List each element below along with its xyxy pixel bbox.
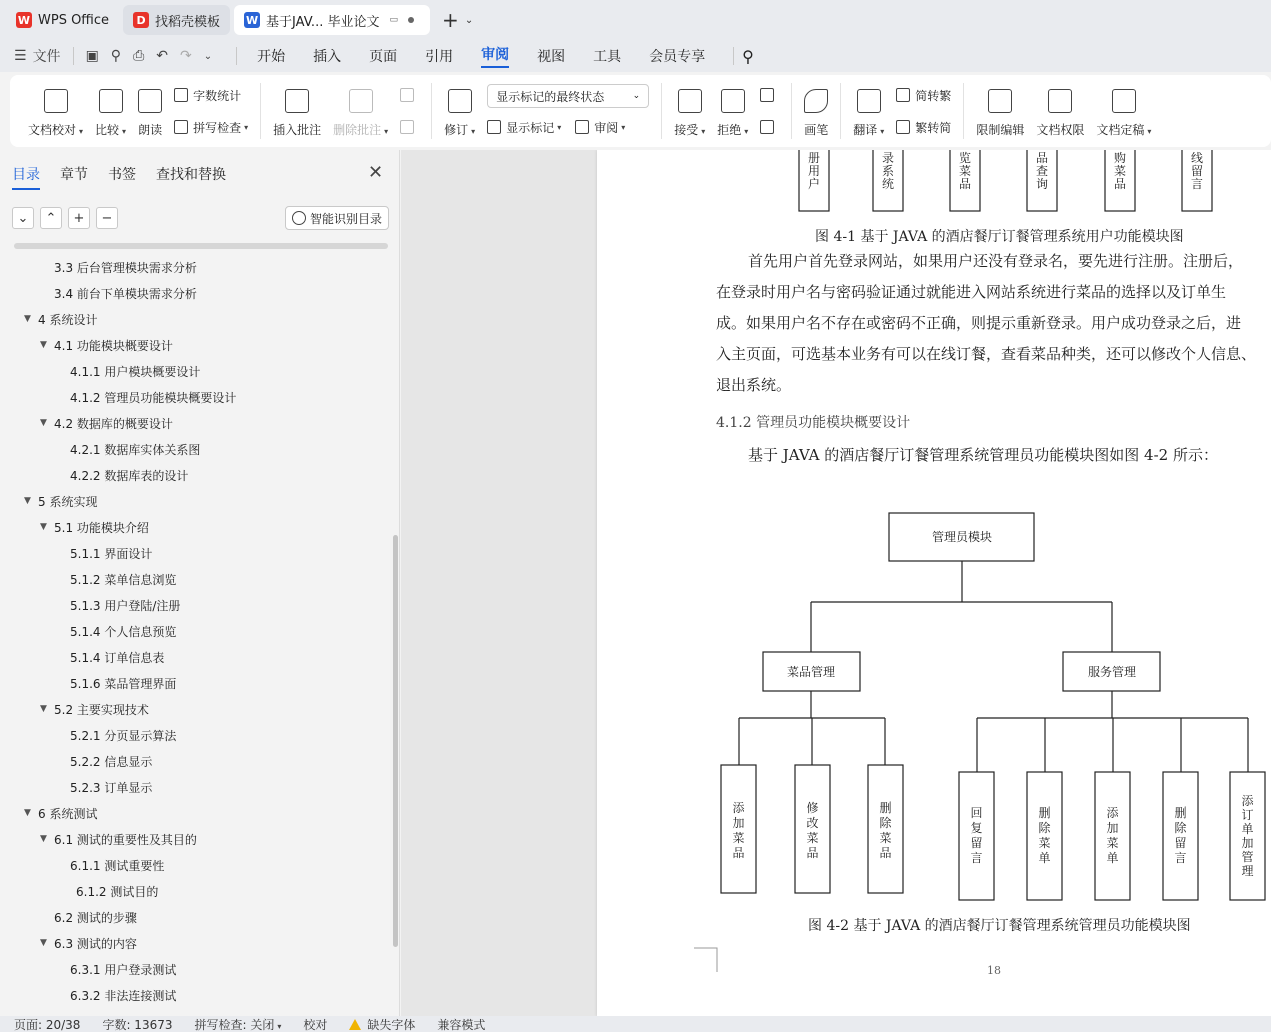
toc-item-label: 5.2.2 信息显示 (70, 754, 153, 769)
word-count-icon (174, 88, 188, 102)
review-pane-icon (575, 120, 589, 134)
dish-management-label: 菜品管理 (786, 665, 836, 679)
svg-text:单: 单 (1106, 851, 1119, 865)
svg-text:加: 加 (1241, 836, 1254, 850)
undo-icon[interactable]: ↶ (156, 48, 168, 64)
next-comment-button[interactable] (400, 116, 419, 138)
toc-item[interactable] (0, 358, 392, 384)
read-aloud-button[interactable] (138, 84, 162, 138)
tab-label: WPS Office (38, 12, 110, 28)
toc-item[interactable] (0, 696, 392, 722)
next-change-icon (760, 120, 774, 134)
toc-item-label: 5.1 功能模块介绍 (54, 520, 149, 535)
divider (73, 47, 74, 65)
next-change-button[interactable] (760, 116, 779, 138)
paragraph-line: 在登录时用户名与密码验证通过就能进入网站系统进行菜品的选择以及订单生 (716, 283, 1227, 301)
ribbon-group-proofing (16, 83, 261, 139)
toc-item-label: 5.1.3 用户登陆/注册 (70, 598, 181, 613)
toc-list (0, 254, 392, 1008)
docer-logo-icon: D (133, 12, 149, 28)
ribbon-group-language (841, 83, 964, 139)
svg-text:菜: 菜 (1106, 836, 1119, 850)
root-label: 管理员模块 (931, 530, 993, 544)
simplified-icon (896, 120, 910, 134)
compare-button[interactable]: 比较 ▾ (95, 84, 126, 138)
svg-text:除: 除 (1038, 821, 1051, 835)
service-leaf-label (970, 806, 982, 865)
svg-text:加: 加 (1106, 821, 1119, 835)
close-icon[interactable]: ✕ (368, 162, 384, 183)
menu-review[interactable]: 审阅 (481, 44, 509, 68)
svg-text:品: 品 (806, 846, 819, 860)
svg-text:改: 改 (806, 816, 819, 830)
doc-permission-button[interactable] (1036, 84, 1084, 138)
delete-comment-button[interactable]: 删除批注 ▾ (333, 84, 388, 138)
pen-button[interactable] (804, 84, 828, 138)
compat-mode-indicator: 兼容模式 (437, 1017, 486, 1032)
accept-label: 接受 (674, 123, 699, 137)
doc-check-label: 文档校对 (28, 123, 77, 137)
revise-button[interactable]: 修订 ▾ (444, 84, 475, 138)
svg-text:回: 回 (970, 806, 983, 820)
divider (733, 47, 734, 65)
toc-item[interactable] (0, 384, 392, 410)
ribbon-stack-change-nav (760, 84, 779, 138)
toc-item-label: 6.1.1 测试重要性 (70, 858, 165, 873)
ribbon-review (10, 75, 1271, 147)
prev-change-icon (760, 88, 774, 102)
toc-item[interactable] (0, 878, 392, 904)
toc-item-label: 5.2.3 订单显示 (70, 780, 153, 795)
ribbon-stack-chinese-convert (896, 84, 951, 138)
expand-arrow-icon[interactable]: ▼ (24, 314, 31, 324)
toc-item-label: 5.1.4 订单信息表 (70, 650, 165, 665)
toc-item[interactable] (0, 410, 392, 436)
tab-document[interactable] (234, 5, 430, 35)
toc-item[interactable] (0, 800, 392, 826)
svg-text:添: 添 (1241, 794, 1254, 808)
toc-item-label: 4.1.2 管理员功能模块概要设计 (70, 390, 237, 405)
smart-toc-icon (292, 211, 306, 225)
to-traditional-button[interactable] (896, 84, 951, 106)
proof-button[interactable]: 校对 (303, 1017, 328, 1032)
menu-home[interactable]: 开始 (257, 49, 286, 65)
show-markup-icon (487, 120, 501, 134)
svg-text:删: 删 (1038, 806, 1051, 820)
svg-text:录: 录 (881, 151, 895, 165)
revise-icon (448, 89, 472, 113)
fig1-box-labels (808, 150, 1203, 191)
svg-text:品: 品 (1035, 151, 1049, 165)
toc-item[interactable] (0, 592, 392, 618)
toc-item-label: 6.3.2 非法连接测试 (70, 988, 177, 1003)
svg-text:留: 留 (1190, 164, 1204, 178)
tab-label: 基于JAV... 毕业论文 (266, 14, 380, 30)
accept-icon (678, 89, 702, 113)
toc-item-label: 5.1.2 菜单信息浏览 (70, 572, 177, 587)
smart-toc-button[interactable] (285, 206, 389, 230)
expand-arrow-icon[interactable]: ▼ (40, 938, 47, 948)
spell-check-status[interactable]: 拼写检查: 关闭 ▾ (194, 1017, 282, 1032)
toc-item-label: 5 系统实现 (38, 494, 98, 509)
fig1-partial-boxes (799, 150, 1212, 211)
spell-check-button[interactable]: 拼写检查 ▾ (174, 116, 248, 138)
menu-insert[interactable]: 插入 (313, 49, 342, 65)
traditional-icon (896, 88, 910, 102)
menu-tools[interactable]: 工具 (593, 49, 622, 65)
toc-item[interactable] (0, 462, 392, 488)
hamburger-icon[interactable]: ☰ (14, 48, 27, 64)
search-icon[interactable]: ⚲ (742, 46, 754, 66)
word-count-button[interactable] (174, 84, 248, 106)
toc-item[interactable] (0, 254, 392, 280)
restrict-edit-icon (988, 89, 1012, 113)
toc-item-label: 6.1.2 测试目的 (76, 884, 159, 899)
status-bar (0, 1016, 1271, 1032)
service-leaf-label (1174, 805, 1187, 865)
svg-text:系: 系 (881, 164, 895, 178)
toc-item-label: 6 系统测试 (38, 806, 98, 821)
tab-docer-templates[interactable] (123, 5, 230, 35)
expand-arrow-icon[interactable]: ▼ (24, 808, 31, 818)
toc-item-label: 5.2 主要实现技术 (54, 702, 149, 717)
svg-text:删: 删 (879, 801, 892, 815)
doc-finalize-button[interactable]: 文档定稿 ▾ (1096, 84, 1151, 138)
page-indicator[interactable]: 页面: 20/38 (14, 1017, 81, 1032)
translate-icon (857, 89, 881, 113)
fig1-box-label (1114, 150, 1126, 191)
quick-access-toolbar (14, 46, 212, 66)
ribbon-group-tracking (432, 83, 662, 139)
doc-finalize-label: 文档定稿 (1096, 123, 1145, 137)
translate-label: 翻译 (853, 123, 878, 137)
chevron-down-icon[interactable]: ⌄ (203, 50, 213, 62)
svg-text:菜: 菜 (958, 164, 972, 178)
pen-icon (804, 89, 828, 113)
toc-item[interactable] (0, 774, 392, 800)
toc-item[interactable] (0, 488, 392, 514)
toc-item[interactable] (0, 280, 392, 306)
missing-font-button[interactable] (349, 1016, 415, 1032)
service-leaf-label (1106, 806, 1119, 865)
to-traditional-label: 简转繁 (915, 88, 952, 103)
expand-arrow-icon[interactable]: ▼ (40, 522, 47, 532)
svg-text:品: 品 (958, 177, 972, 191)
chevron-down-icon[interactable]: ⌄ (464, 14, 474, 26)
warning-icon (349, 1019, 361, 1030)
read-aloud-label: 朗读 (138, 123, 163, 137)
paragraph-line: 成。如果用户名不存在或密码不正确，则提示重新登录。用户成功登录之后，进 (716, 314, 1242, 332)
expand-arrow-icon[interactable]: ▼ (40, 704, 47, 714)
wps-logo-icon: W (17, 13, 31, 27)
toc-item-label: 4.1 功能模块概要设计 (54, 338, 173, 353)
dish-leaf-label (806, 801, 818, 860)
toc-item-label: 4 系统设计 (38, 312, 98, 327)
dish-leaf-label (879, 800, 892, 860)
toc-item[interactable] (0, 930, 392, 956)
doc-check-button[interactable]: 文档校对 ▾ (28, 84, 83, 138)
fig1-box-label (1191, 150, 1203, 191)
svg-text:留: 留 (970, 836, 983, 850)
new-tab-plus-icon[interactable]: + (442, 8, 459, 32)
toc-item[interactable] (0, 826, 392, 852)
toc-item-label: 3.4 前台下单模块需求分析 (54, 286, 197, 301)
menu-file[interactable]: 文件 (32, 49, 61, 65)
tab-bar (0, 0, 1271, 40)
svg-text:品: 品 (879, 846, 892, 860)
review-pane-button[interactable]: 审阅 ▾ (575, 116, 625, 138)
expand-arrow-icon[interactable]: ▼ (40, 834, 47, 844)
svg-text:品: 品 (732, 846, 745, 860)
word-count-indicator[interactable]: 字数: 13673 (102, 1017, 173, 1032)
svg-text:查: 查 (1035, 164, 1049, 178)
review-pane-label: 审阅 (594, 120, 619, 135)
toc-item[interactable] (0, 332, 392, 358)
prev-change-button[interactable] (760, 84, 779, 106)
insert-comment-button[interactable] (273, 84, 321, 138)
toc-item[interactable] (0, 982, 392, 1008)
nav-tab-toc[interactable]: 目录 (12, 164, 40, 190)
section-heading: 4.1.2 管理员功能模块概要设计 (716, 415, 911, 431)
fig1-box-label (808, 151, 820, 191)
svg-text:言: 言 (1174, 851, 1187, 865)
toc-item-label: 6.2 测试的步骤 (54, 910, 137, 925)
svg-text:留: 留 (1174, 836, 1187, 850)
ribbon-group-protect (964, 83, 1163, 139)
toc-item[interactable] (0, 670, 392, 696)
svg-text:订: 订 (1241, 808, 1254, 822)
svg-text:添: 添 (1106, 806, 1119, 820)
menu-references[interactable]: 引用 (425, 49, 454, 65)
page-number: 18 (987, 964, 1001, 977)
svg-text:菜: 菜 (806, 831, 819, 845)
toc-item[interactable] (0, 566, 392, 592)
svg-text:理: 理 (1241, 864, 1254, 878)
fig1-caption: 图 4-1 基于 JAVA 的酒店餐厅订餐管理系统用户功能模块图 (815, 229, 1184, 245)
compare-label: 比较 (95, 123, 120, 137)
restrict-edit-label: 限制编辑 (976, 123, 1025, 137)
insert-comment-label: 插入批注 (273, 123, 322, 137)
toc-item[interactable] (0, 306, 392, 332)
nav-tab-chapters[interactable]: 章节 (60, 167, 88, 183)
spell-check-icon (174, 120, 188, 134)
pen-label: 画笔 (804, 123, 829, 137)
show-markup-label: 显示标记 (506, 120, 555, 135)
toc-item-label: 4.2 数据库的概要设计 (54, 416, 173, 431)
redo-icon[interactable]: ↷ (180, 48, 192, 64)
fig1-box-label (882, 151, 894, 191)
smart-toc-label: 智能识别目录 (310, 211, 383, 226)
page-corner-mark (694, 948, 717, 972)
intro-line: 基于 JAVA 的酒店餐厅订餐管理系统管理员功能模块图如图 4-2 所示： (748, 446, 1218, 464)
to-simplified-button[interactable] (896, 116, 951, 138)
svg-text:言: 言 (1190, 177, 1204, 191)
paragraph-line: 首先用户首先登录网站，如果用户还没有登录名，要先进行注册。注册后， (748, 252, 1244, 270)
svg-text:加: 加 (732, 816, 745, 830)
svg-text:统: 统 (881, 177, 895, 191)
toc-top-scroll-indicator (14, 243, 388, 249)
to-simplified-label: 繁转简 (915, 120, 952, 135)
accept-button[interactable]: 接受 ▾ (674, 84, 705, 138)
toc-item-label: 6.3 测试的内容 (54, 936, 137, 951)
navigation-pane (0, 150, 400, 1016)
fig1-box-label (1036, 151, 1048, 191)
service-management-label: 服务管理 (1087, 665, 1137, 679)
svg-text:修: 修 (806, 801, 819, 815)
ribbon-stack-comment-nav (400, 84, 419, 138)
svg-text:品: 品 (1113, 177, 1127, 191)
tab-wps-office[interactable] (6, 5, 119, 35)
compare-icon (99, 89, 123, 113)
svg-text:菜: 菜 (1038, 836, 1051, 850)
toc-item[interactable] (0, 644, 392, 670)
svg-text:菜: 菜 (879, 831, 892, 845)
svg-text:户: 户 (807, 177, 821, 191)
svg-text:删: 删 (1174, 806, 1187, 820)
svg-text:除: 除 (879, 816, 892, 830)
svg-text:单: 单 (1241, 822, 1254, 836)
toc-item-label: 5.1.6 菜品管理界面 (70, 676, 177, 691)
nav-tabs (12, 164, 226, 190)
toc-item-label: 6.1 测试的重要性及其目的 (54, 832, 197, 847)
nav-tab-bookmarks[interactable]: 书签 (108, 167, 136, 183)
toc-item[interactable] (0, 436, 392, 462)
svg-text:用: 用 (807, 164, 821, 178)
svg-text:购: 购 (1113, 151, 1127, 165)
svg-text:览: 览 (958, 151, 972, 165)
toc-item-label: 4.2.1 数据库实体关系图 (70, 442, 201, 457)
fig1-box-label (959, 150, 971, 191)
toc-item[interactable] (0, 540, 392, 566)
collapse-up-icon[interactable]: ⌃ (40, 207, 62, 229)
svg-text:复: 复 (970, 821, 983, 835)
markup-state-select[interactable] (487, 84, 649, 108)
menu-membership[interactable]: 会员专享 (649, 49, 706, 65)
service-leaf-label (1241, 794, 1254, 878)
spell-check-label: 拼写检查 (193, 120, 242, 135)
reject-button[interactable]: 拒绝 ▾ (717, 84, 748, 138)
insert-comment-icon (285, 89, 309, 113)
prev-comment-button[interactable] (400, 84, 419, 106)
doc-finalize-icon (1112, 89, 1136, 113)
dish-leaf-label (732, 801, 745, 860)
svg-text:除: 除 (1174, 821, 1187, 835)
toc-item[interactable] (0, 722, 392, 748)
expand-down-icon[interactable]: ⌄ (12, 207, 34, 229)
reject-label: 拒绝 (717, 123, 742, 137)
divider (236, 47, 237, 65)
svg-text:单: 单 (1038, 851, 1051, 865)
remove-heading-icon[interactable]: − (96, 207, 118, 229)
toc-item-label: 6.3.1 用户登录测试 (70, 962, 177, 977)
print-preview-icon[interactable]: ⎙ (133, 48, 145, 64)
share-icon[interactable]: ⚲ (110, 48, 122, 64)
writer-doc-icon: W (245, 13, 259, 27)
nav-scrollbar[interactable] (393, 535, 398, 947)
toc-item-label: 4.2.2 数据库表的设计 (70, 468, 189, 483)
toc-item[interactable] (0, 852, 392, 878)
svg-text:添: 添 (732, 801, 745, 815)
paragraph-line: 退出系统。 (716, 376, 792, 394)
chevron-down-icon: ⌄ (632, 91, 641, 101)
toc-item[interactable] (0, 618, 392, 644)
tab-label: 找稻壳模板 (155, 14, 221, 30)
missing-font-label: 缺失字体 (367, 1017, 416, 1032)
unsaved-dot-icon (408, 17, 414, 23)
markup-state-value: 显示标记的最终状态 (496, 89, 605, 104)
menu-page[interactable]: 页面 (369, 49, 398, 65)
document-page (597, 150, 1271, 1016)
revise-label: 修订 (444, 123, 469, 137)
ribbon-group-changes (662, 83, 792, 139)
add-heading-icon[interactable]: + (68, 207, 90, 229)
toc-item[interactable] (0, 904, 392, 930)
save-icon[interactable]: ▣ (85, 48, 99, 64)
toc-item[interactable] (0, 514, 392, 540)
menu-view[interactable]: 视图 (537, 49, 566, 65)
toc-item-label: 3.3 后台管理模块需求分析 (54, 260, 197, 275)
ribbon-stack-counts (174, 84, 248, 138)
window-mode-icon[interactable]: ▭ (389, 15, 398, 25)
spell-check-status-label: 拼写检查: 关闭 (194, 1017, 275, 1032)
svg-text:册: 册 (807, 151, 821, 165)
toc-item-label: 5.1.4 个人信息预览 (70, 624, 177, 639)
doc-check-icon (44, 89, 68, 113)
delete-comment-icon (349, 89, 373, 113)
ribbon-group-comments (261, 83, 432, 139)
paragraph-line: 入主页面，可选基本业务有可以在线订餐，查看菜品种类，还可以修改个人信息、 (716, 345, 1257, 363)
toc-item[interactable] (0, 748, 392, 774)
svg-text:管: 管 (1241, 850, 1254, 864)
svg-text:菜: 菜 (732, 831, 745, 845)
toc-toolbar (12, 207, 118, 229)
reject-icon (721, 89, 745, 113)
nav-tab-find-replace[interactable]: 查找和替换 (156, 167, 226, 183)
next-comment-icon (400, 120, 414, 134)
svg-text:言: 言 (970, 851, 983, 865)
show-markup-button[interactable]: 显示标记 ▾ (487, 116, 561, 138)
restrict-edit-button[interactable] (976, 84, 1024, 138)
toc-item-label: 5.1.1 界面设计 (70, 546, 153, 561)
toc-item-label: 5.2.1 分页显示算法 (70, 728, 177, 743)
expand-arrow-icon[interactable]: ▼ (40, 340, 47, 350)
doc-permission-label: 文档权限 (1036, 123, 1085, 137)
read-aloud-icon (138, 89, 162, 113)
delete-comment-label: 删除批注 (333, 123, 382, 137)
service-leaf-label (1038, 805, 1051, 865)
toc-item[interactable] (0, 956, 392, 982)
ribbon-stack-markup (487, 84, 649, 138)
document-canvas (401, 150, 1271, 1016)
svg-text:询: 询 (1035, 177, 1049, 191)
expand-arrow-icon[interactable]: ▼ (40, 418, 47, 428)
translate-button[interactable]: 翻译 ▾ (853, 84, 884, 138)
doc-permission-icon (1048, 89, 1072, 113)
toc-item-label: 4.1.1 用户模块概要设计 (70, 364, 201, 379)
expand-arrow-icon[interactable]: ▼ (24, 496, 31, 506)
ribbon-group-ink (792, 83, 841, 139)
fig2-caption: 图 4-2 基于 JAVA 的酒店餐厅订餐管理系统管理员功能模块图 (808, 918, 1191, 934)
word-count-label: 字数统计 (193, 88, 242, 103)
svg-text:线: 线 (1190, 151, 1204, 165)
prev-comment-icon (400, 88, 414, 102)
svg-text:菜: 菜 (1113, 164, 1127, 178)
menu-bar (0, 40, 1271, 72)
